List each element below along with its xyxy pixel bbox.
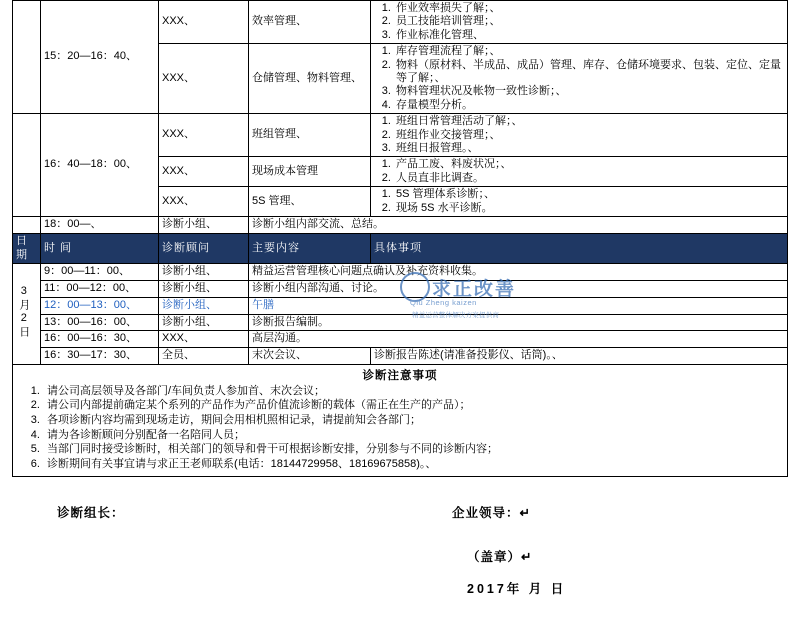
advisor-cell: 诊断小组、 [159, 264, 249, 281]
signature-stamp-label: （盖章）↵ [467, 549, 533, 564]
main-content-cell: 高层沟通。 [249, 331, 788, 348]
list-item: 1. 产品工废、料废状况；、 [394, 158, 784, 171]
date-cell-empty [13, 217, 41, 234]
notes-title: 诊断注意事项 [362, 369, 438, 382]
main-content-cell: 现场成本管理 [249, 157, 371, 187]
watermark-tagline: 精益运营整体解决方案提供商 [412, 312, 500, 319]
table-row [13, 331, 788, 348]
advisor-cell: 诊断小组、 [159, 297, 249, 314]
list-item: 1. 班组日常管理活动了解；、 [394, 115, 784, 128]
column-header-advisor: 诊断顾问 [159, 233, 249, 264]
detail-cell [371, 44, 788, 114]
signature-date-label: 2017年 月 日 [467, 581, 567, 596]
list-item: 1. 5S 管理体系诊断；、 [394, 188, 784, 201]
advisor-cell: XXX、 [159, 187, 249, 217]
main-content-cell: 班组管理、 [249, 114, 371, 157]
watermark-title: 求正改善 [432, 279, 517, 300]
list-item: 4. 请为各诊断顾问分别配备一名陪同人员； [43, 428, 783, 443]
detail-cell [371, 114, 788, 157]
list-item: 1. 请公司高层领导及各部门/车间负责人参加首、末次会议； [43, 384, 783, 399]
list-item: 6. 诊断期间有关事宜请与求正王老师联系(电话：18144729958、18169675858)。、 [43, 457, 783, 472]
main-content-cell: 午膳 [249, 297, 788, 314]
date-cell-empty [13, 114, 41, 217]
date-cell-day2 [13, 264, 41, 365]
list-item: 3. 作业标准化管理、 [394, 29, 784, 42]
list-item: 2. 现场 5S 水平诊断。 [394, 202, 784, 215]
time-cell: 11：00—12：00、 [41, 281, 159, 298]
time-cell: 9：00—11：00、 [41, 264, 159, 281]
time-cell: 16：00—16：30、 [41, 331, 159, 348]
detail-list [374, 188, 784, 215]
advisor-cell: XXX、 [159, 114, 249, 157]
table-row [13, 1, 788, 44]
detail-list [374, 115, 784, 155]
list-item: 3. 各项诊断内容均需到现场走访，期间会用相机照相记录，请提前知会各部门； [43, 413, 783, 428]
table-row-summary [13, 217, 788, 234]
main-content-cell: 效率管理、 [249, 1, 371, 44]
detail-list [374, 158, 784, 185]
table-row [13, 297, 788, 314]
detail-cell [371, 187, 788, 217]
main-content-cell: 诊断小组内部沟通、讨论。 [249, 281, 788, 298]
table-header-row [13, 233, 788, 264]
list-item: 2. 员工技能培训管理；、 [394, 15, 784, 28]
advisor-cell: XXX、 [159, 331, 249, 348]
column-header-date: 日期 [13, 233, 41, 264]
column-header-main: 主要内容 [249, 233, 371, 264]
column-header-time: 时 间 [41, 233, 159, 264]
detail-cell [371, 157, 788, 187]
list-item: 1. 库存管理流程了解；、 [394, 45, 784, 58]
detail-list [374, 45, 784, 112]
detail-list [374, 2, 784, 42]
table-row [13, 114, 788, 157]
advisor-cell: 诊断小组、 [159, 281, 249, 298]
date-label: 3月2日 [17, 284, 30, 339]
list-item: 2. 请公司内部提前确定某个系列的产品作为产品价值流诊断的载体（需正在生产的产品）； [43, 398, 783, 413]
signature-leader-label: 诊断组长： [57, 505, 125, 520]
main-content-cell: 仓储管理、物料管理、 [249, 44, 371, 114]
time-cell: 15：20—16：40、 [41, 1, 159, 114]
time-cell: 16：30—17：30、 [41, 348, 159, 365]
signature-company-label: 企业领导：↵ [452, 505, 531, 520]
advisor-cell: XXX、 [159, 1, 249, 44]
detail-cell: 诊断报告陈述(请准备投影仪、话筒)。、 [371, 348, 788, 365]
main-content-cell: 精益运营管理核心问题点确认及补充资料收集。 [249, 264, 788, 281]
notes-list [17, 384, 783, 472]
notes-section [12, 365, 788, 477]
main-content-cell: 诊断小组内部交流、总结。 [249, 217, 788, 234]
list-item: 3. 物料管理状况及帐物一致性诊断；、 [394, 85, 784, 98]
advisor-cell: 全员、 [159, 348, 249, 365]
table-row [13, 264, 788, 281]
list-item: 5. 当部门同时接受诊断时，相关部门的领导和骨干可根据诊断安排，分别参与不同的诊断内容； [43, 442, 783, 457]
table-row [13, 281, 788, 298]
advisor-cell: XXX、 [159, 44, 249, 114]
main-content-cell: 诊断报告编制。 [249, 314, 788, 331]
schedule-table [12, 0, 788, 365]
signature-section [12, 503, 788, 623]
advisor-cell: XXX、 [159, 157, 249, 187]
watermark-subtitle: Qiu Zheng kaizen [410, 298, 477, 307]
time-cell: 12：00—13：00、 [41, 297, 159, 314]
list-item: 3. 班组日报管理。、 [394, 142, 784, 155]
main-content-cell: 5S 管理、 [249, 187, 371, 217]
date-cell-empty [13, 1, 41, 114]
table-row [13, 348, 788, 365]
list-item: 1. 作业效率损失了解；、 [394, 2, 784, 15]
advisor-cell: 诊断小组、 [159, 217, 249, 234]
time-cell: 13：00—16：00、 [41, 314, 159, 331]
list-item: 2. 班组作业交接管理；、 [394, 129, 784, 142]
detail-cell [371, 1, 788, 44]
advisor-cell: 诊断小组、 [159, 314, 249, 331]
list-item: 4. 存量模型分析。 [394, 99, 784, 112]
list-item: 2. 物料（原材料、半成品、成品）管理、库存、仓储环境要求、包装、定位、定量等了解；、 [394, 59, 784, 86]
time-cell: 16：40—18：00、 [41, 114, 159, 217]
main-content-cell: 末次会议、 [249, 348, 371, 365]
list-item: 2. 人员直非比调查。 [394, 172, 784, 185]
time-cell: 18：00—、 [41, 217, 159, 234]
table-row [13, 314, 788, 331]
column-header-detail: 具体事项 [371, 233, 788, 264]
